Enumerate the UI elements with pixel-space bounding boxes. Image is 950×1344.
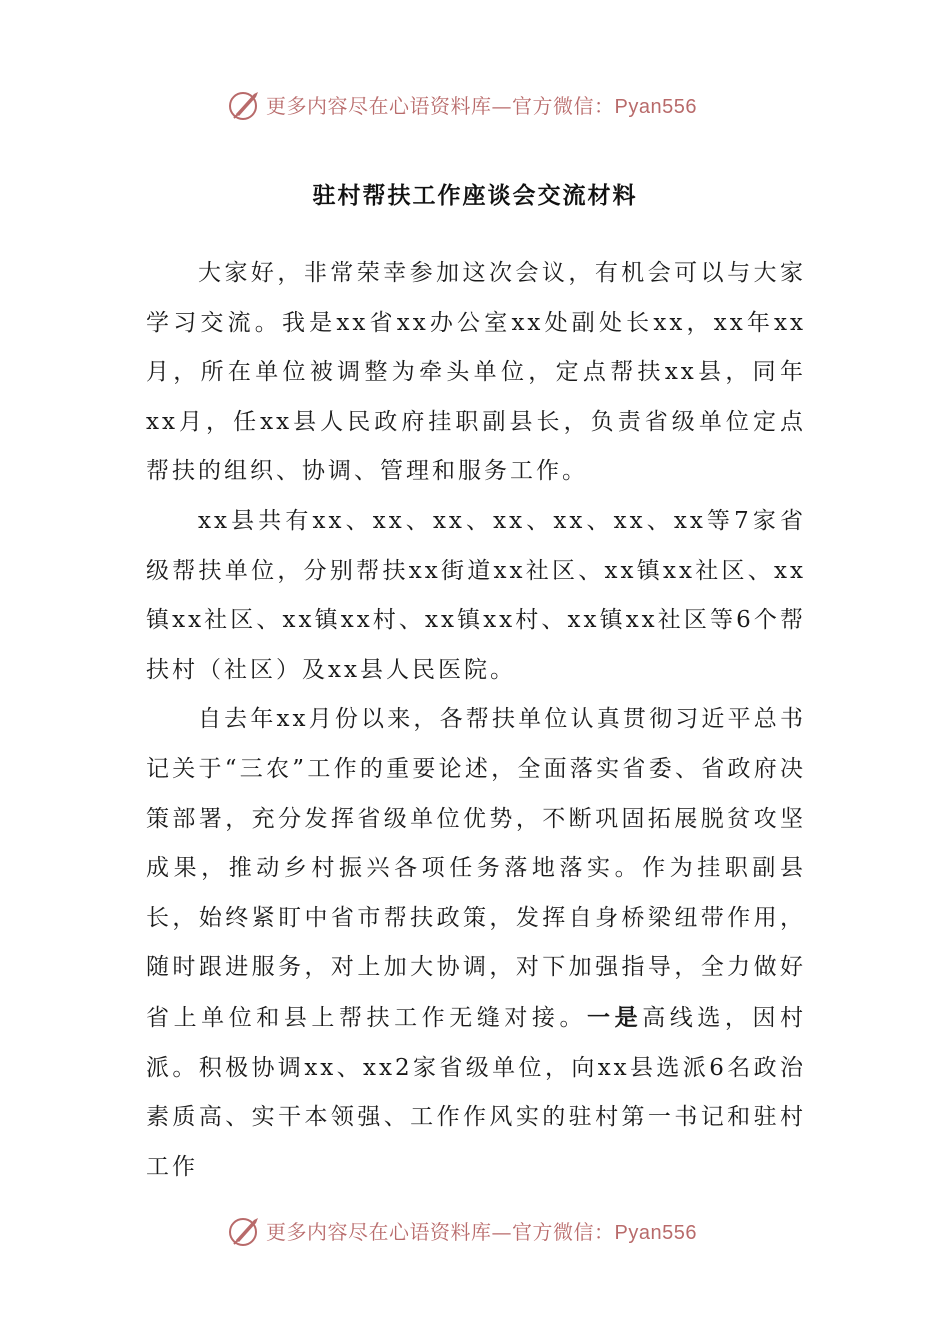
paragraph-work: 自去年xx月份以来，各帮扶单位认真贯彻习近平总书记关于“三农”工作的重要论述，全面落实省委、省政府决策部署，充分发挥省级单位优势，不断巩固拓展脱贫攻坚成果，推动乡村振兴各项任务落地落实。作为挂职副县长，始终紧盯中省市帮扶政策，发挥自身桥梁纽带作用，随时跟进服务，对上加大协调，对下加强指导，全力做好省上单位和县上帮扶工作无缝对接。一是高线选，因村派。积极协调xx、xx2家省级单位，向xx县选派6名政治素质高、实干本领强、工作作风实的驻村第一书记和驻村工作 xyxy=(146,706,807,1180)
banner-text: 更多内容尽在心语资料库—官方微信：Pyan556 xyxy=(266,94,697,118)
wechat-id: Pyan556 xyxy=(614,1222,697,1244)
quill-pen-circle-icon xyxy=(228,1214,262,1248)
emphasis-first: 一是 xyxy=(587,1003,643,1031)
quill-pen-circle-icon xyxy=(228,88,262,122)
wechat-id: Pyan556 xyxy=(614,96,697,118)
banner-text: 更多内容尽在心语资料库—官方微信：Pyan556 xyxy=(266,1220,697,1244)
document-body xyxy=(146,249,806,1192)
footer-watermark-banner xyxy=(0,1212,950,1252)
paragraph-units: xx县共有xx、xx、xx、xx、xx、xx、xx等7家省级帮扶单位，分别帮扶xx街道xx社区、xx镇xx社区、xx镇xx社区、xx镇xx村、xx镇xx村、xx镇xx社区等6个帮扶村（社区）及xx县人民医院。 xyxy=(146,507,806,683)
document-title: 驻村帮扶工作座谈会交流材料 xyxy=(312,182,638,209)
paragraph-intro: 大家好，非常荣幸参加这次会议，有机会可以与大家学习交流。我是xx省xx办公室xx处副处长xx，xx年xx月，所在单位被调整为牵头单位，定点帮扶xx县，同年xx月，任xx县人民政府挂职副县长，负责省级单位定点帮扶的组织、协调、管理和服务工作。 xyxy=(146,260,806,485)
header-watermark-banner xyxy=(0,86,950,126)
